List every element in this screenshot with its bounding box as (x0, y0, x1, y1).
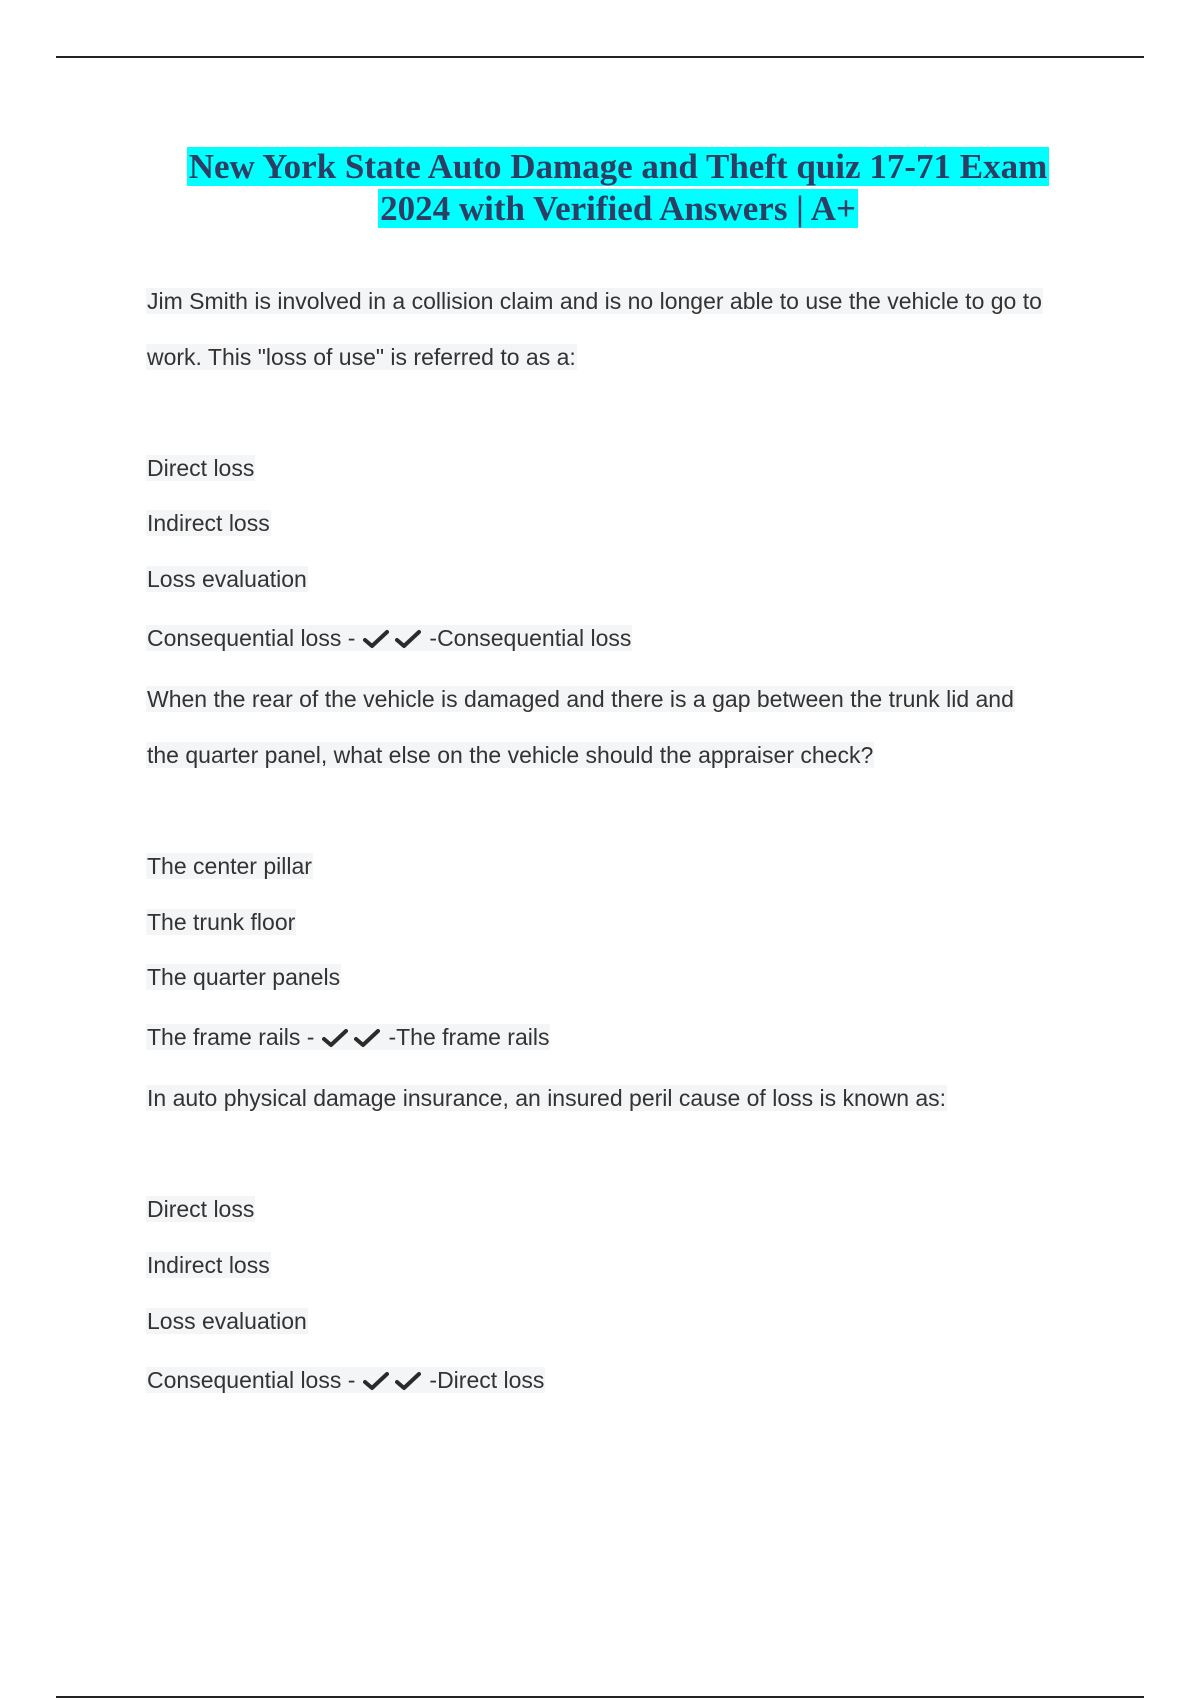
question-3-option-2: Indirect loss (147, 1252, 270, 1278)
question-1-answer-line (146, 623, 632, 656)
title-line-2: 2024 with Verified Answers | A+ (380, 189, 856, 228)
question-2-option-3: The quarter panels (147, 964, 341, 990)
question-1-answer: -Consequential loss (429, 625, 632, 651)
double-check-icon (363, 626, 427, 656)
question-3-line-1: In auto physical damage insurance, an insured peril cause of loss is known as: (147, 1085, 947, 1111)
question-3-option-3: Loss evaluation (147, 1308, 307, 1334)
question-1-option-3: Loss evaluation (147, 566, 307, 592)
double-check-icon (363, 1368, 427, 1398)
double-check-icon (322, 1025, 386, 1055)
question-1-option-2: Indirect loss (147, 510, 270, 536)
question-2-option-2: The trunk floor (147, 909, 296, 935)
question-2-last-option: The frame rails - (147, 1024, 315, 1050)
question-1-line-2: work. This "loss of use" is referred to as a: (147, 344, 576, 370)
question-1-line-1: Jim Smith is involved in a collision claim and is no longer able to use the vehicle to go to (147, 288, 1042, 314)
question-1-option-1: Direct loss (147, 455, 255, 481)
question-3-answer: -Direct loss (429, 1367, 545, 1393)
page-title (0, 146, 1200, 230)
top-rule (56, 56, 1144, 58)
question-2-line-2: the quarter panel, what else on the vehicle should the appraiser check? (147, 742, 874, 768)
question-3-option-1: Direct loss (147, 1196, 255, 1222)
question-2-option-1: The center pillar (147, 853, 312, 879)
title-line-1: New York State Auto Damage and Theft quiz 17-71 Exam (188, 147, 1048, 186)
question-2-line-1: When the rear of the vehicle is damaged and there is a gap between the trunk lid and (147, 686, 1014, 712)
question-1-last-option: Consequential loss - (147, 625, 356, 651)
question-3-last-option: Consequential loss - (147, 1367, 356, 1393)
question-3-answer-line (146, 1365, 545, 1398)
bottom-rule (56, 1696, 1144, 1698)
question-2-answer: -The frame rails (388, 1024, 550, 1050)
question-2-answer-line (146, 1022, 550, 1055)
